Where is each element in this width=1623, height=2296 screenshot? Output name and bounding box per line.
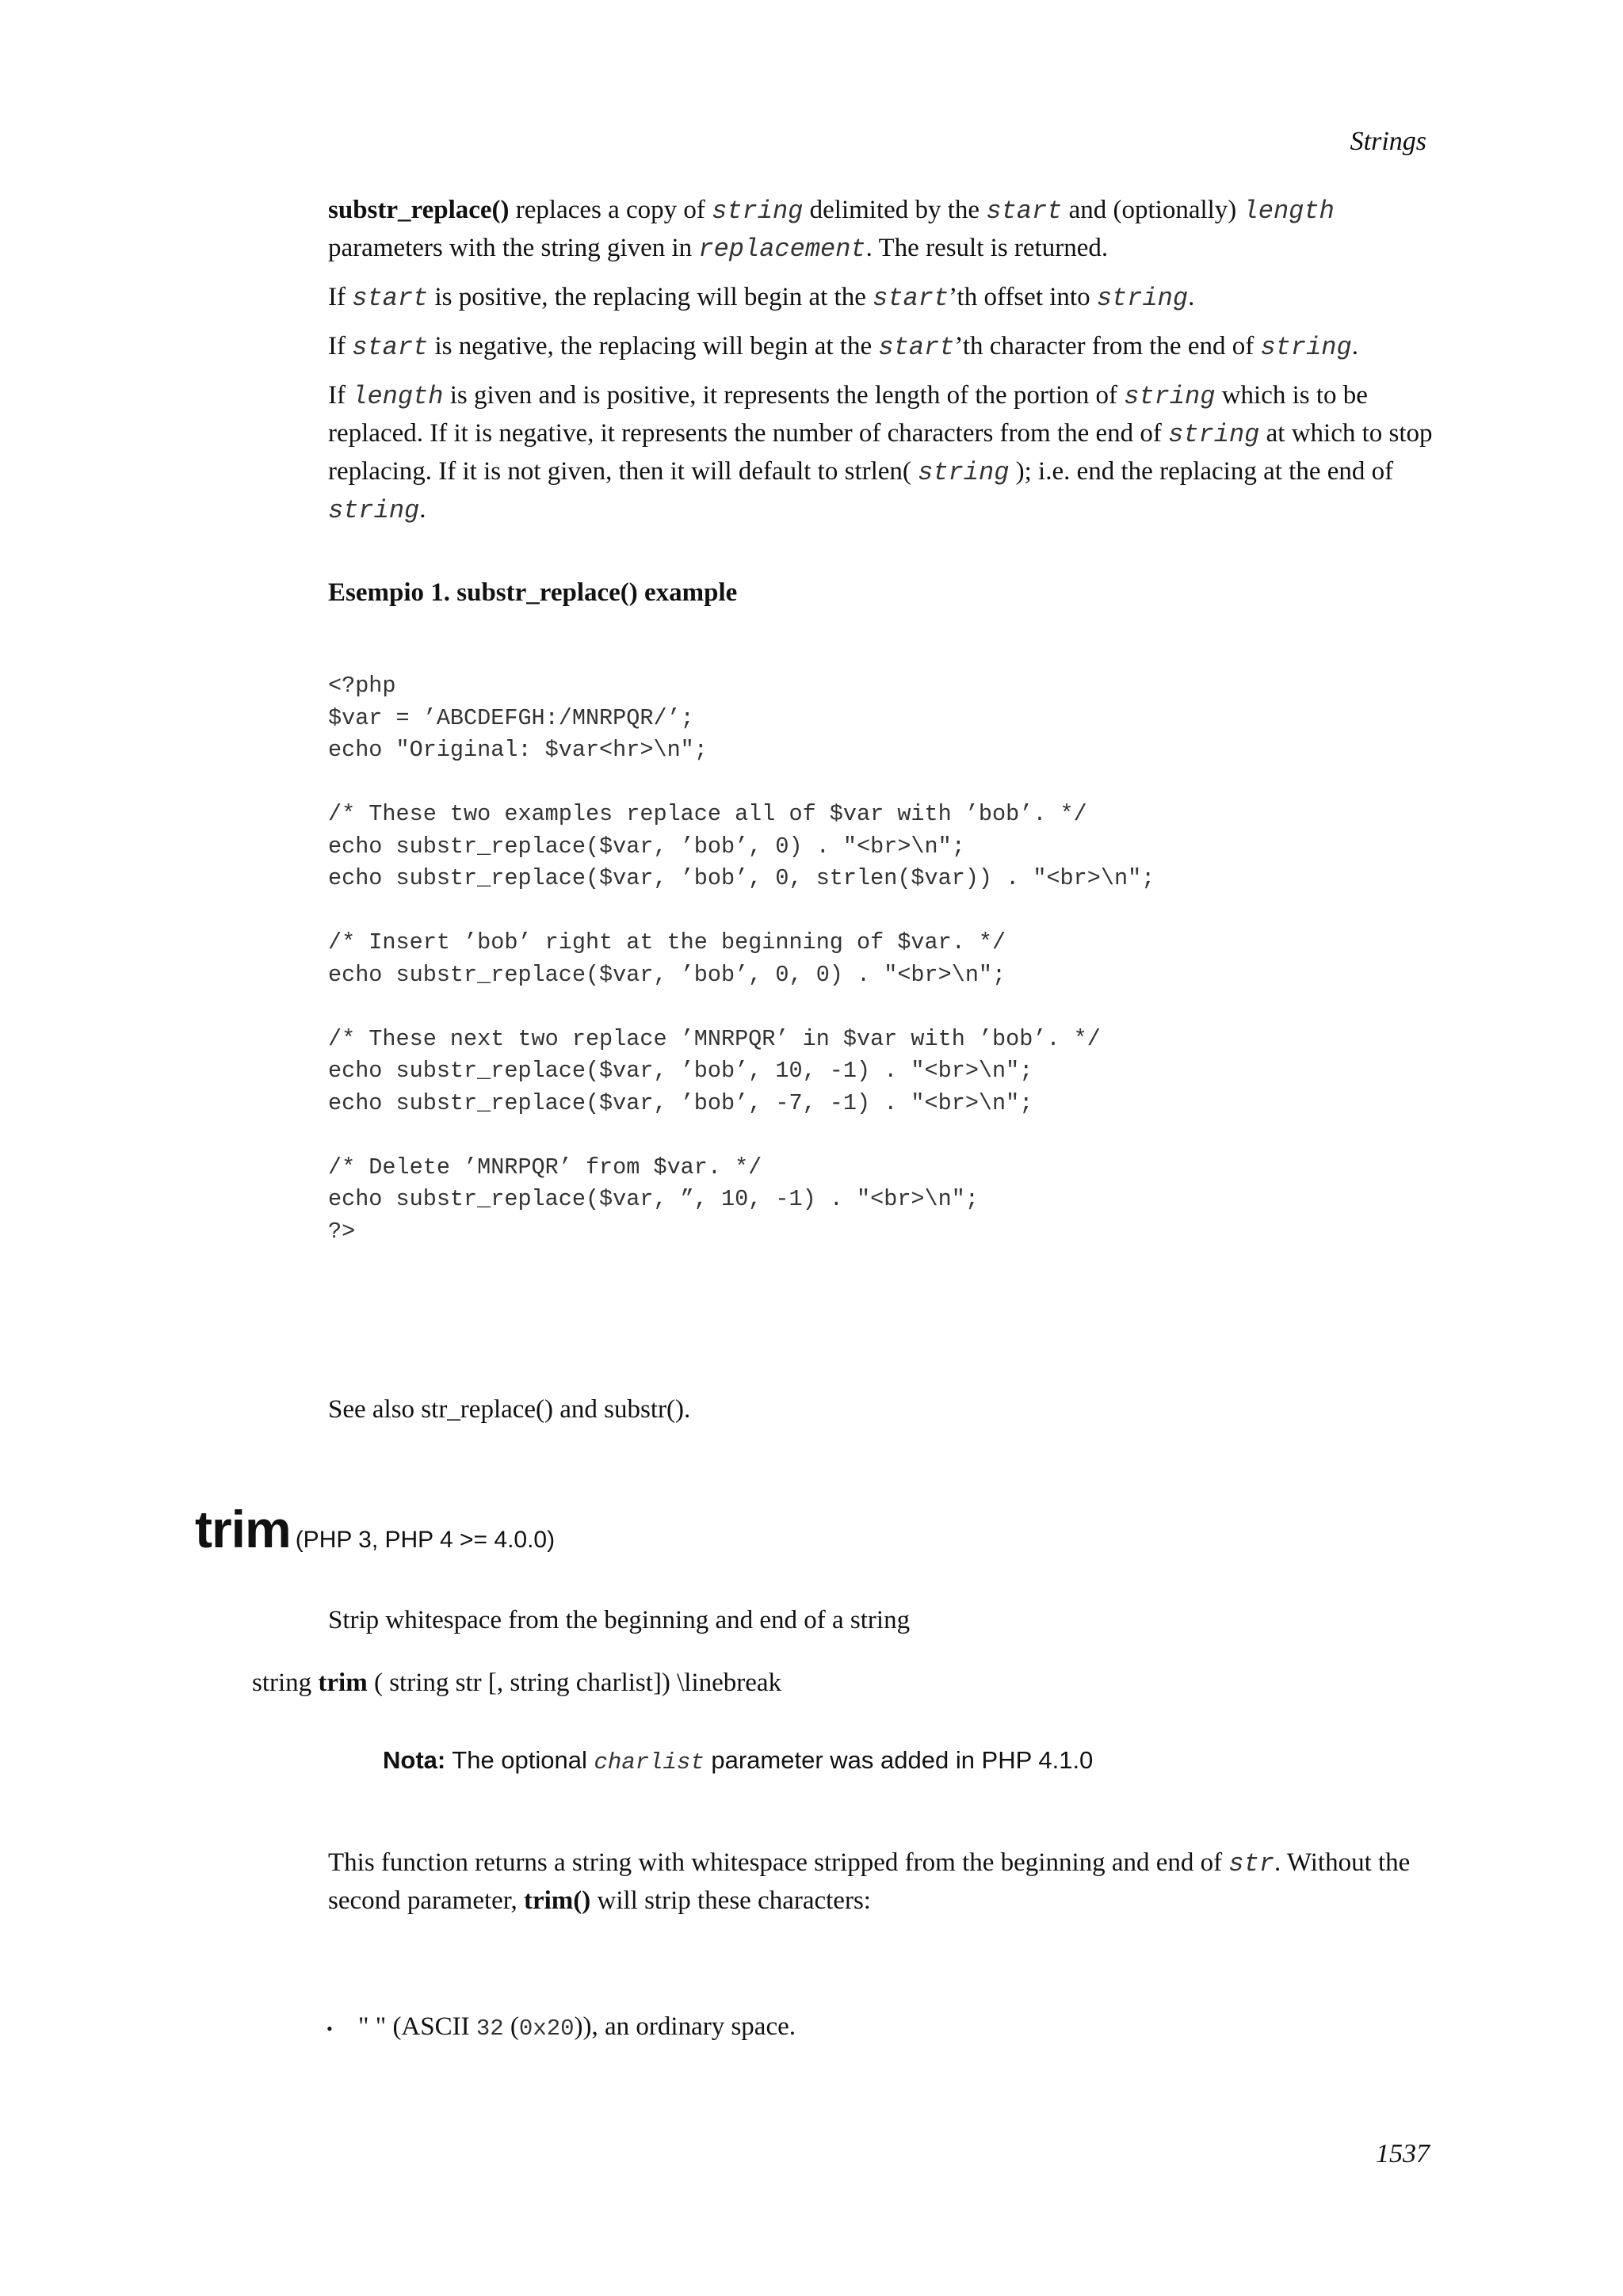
text-run: parameters with the string given in (328, 234, 699, 262)
bold-text: trim() (523, 1886, 591, 1915)
inline-code: 0x20 (518, 2016, 575, 2042)
intro-paragraph-3 (328, 328, 1438, 366)
parameter-name: string (1168, 420, 1260, 449)
see-also: See also str_replace() and substr(). (328, 1395, 691, 1424)
text-run: parameter was added in PHP 4.1.0 (704, 1746, 1094, 1774)
text-run: delimited by the (803, 196, 987, 224)
text-run: ( (503, 2012, 519, 2041)
parameter-name: start (878, 333, 955, 362)
text-run: ’th character from the end of (954, 332, 1261, 360)
text-run: This function returns a string with whitespace stripped from the beginning and end of (328, 1848, 1229, 1877)
parameter-name: string (1260, 333, 1352, 362)
text-run: The optional (445, 1746, 594, 1774)
text-run: If (328, 283, 353, 311)
text-run: ); i.e. end the replacing at the end of (1009, 457, 1394, 486)
running-header: Strings (1350, 127, 1426, 156)
function-description (328, 1844, 1438, 1919)
text-run: at which to stop replacing. If it is not given, then it will default to strlen( (328, 419, 1433, 486)
text-run: replaces a copy of (509, 196, 712, 224)
parameter-name: start (352, 284, 429, 313)
text-run: will strip these characters: (590, 1886, 871, 1915)
text-run: " " (ASCII (358, 2012, 476, 2041)
parameter-name: string (918, 458, 1010, 487)
text-run: which is to be replaced. If it is negative, it represents the number of characters from the end of (328, 381, 1368, 448)
code-example: <?php $var = ’ABCDEFGH:/MNRPQR/’; echo "Original: $var<hr>\n"; /* These two examples replace all of $var with ’bob’. */ echo substr_replace($var, ’bob’, 0) . "<br>\n"; echo substr_replace($var, ’bob’, 0, strlen($var)) . "<br>\n"; /* Insert ’bob’ right at the beginning of $var. */ echo substr_replace($var, ’bob’, 0, 0) . "<br>\n"; /* These next two replace ’MNRPQR’ in $var with ’bob’. */ echo substr_replace($var, ’bob’, 10, -1) . "<br>\n"; echo substr_replace($var, ’bob’, -7, -1) . "<br>\n"; /* Delete ’MNRPQR’ from $var. */ echo substr_replace($var, ”, 10, -1) . "<br>\n"; ?> (328, 673, 1155, 1245)
text-run: If (328, 381, 353, 410)
intro-paragraph-1 (328, 192, 1438, 268)
bold-text: Nota: (383, 1746, 446, 1774)
function-name: trim (195, 1500, 291, 1558)
text-run: . (419, 495, 426, 524)
note (383, 1746, 1093, 1775)
text-run: is positive, the replacing will begin at the (428, 283, 873, 311)
function-synopsis (252, 1669, 781, 1698)
text-run: )), an ordinary space. (574, 2012, 796, 2041)
inline-code: 32 (475, 2016, 504, 2042)
parameter-name: string (1124, 382, 1216, 411)
text-run: . The result is returned. (865, 234, 1109, 262)
parameter-name: length (352, 382, 444, 411)
bullet-marker: • (327, 2019, 333, 2039)
text-run: string (252, 1669, 319, 1697)
function-heading (195, 1499, 555, 1559)
parameter-name: start (986, 196, 1063, 226)
text-run: is given and is positive, it represents the length of the portion of (443, 381, 1125, 410)
function-purpose: Strip whitespace from the beginning and end of a string (328, 1606, 911, 1634)
parameter-name: string (328, 496, 420, 525)
bold-text: trim (318, 1669, 368, 1697)
parameter-name: start (873, 284, 949, 313)
bold-text: substr_replace() (328, 196, 510, 224)
function-version: (PHP 3, PHP 4 >= 4.0.0) (295, 1527, 556, 1553)
text-run: If (328, 332, 353, 360)
text-run: ’th offset into (949, 283, 1097, 311)
intro-paragraph-4 (328, 377, 1438, 529)
text-run: . (1188, 283, 1195, 311)
parameter-name: replacement (698, 235, 866, 264)
intro-paragraph-2 (328, 279, 1438, 317)
parameter-name: start (352, 333, 429, 362)
parameter-name: length (1243, 196, 1335, 226)
parameter-name: string (712, 196, 804, 226)
text-run: ( string str [, string charlist]) \linebreak (367, 1669, 782, 1697)
text-run: . Without the second parameter, (328, 1848, 1411, 1915)
page-number: 1537 (1376, 2139, 1430, 2168)
parameter-name: string (1096, 284, 1189, 313)
parameter-name: charlist (594, 1749, 705, 1775)
text-run: is negative, the replacing will begin at the (428, 332, 879, 360)
parameter-name: str (1228, 1849, 1275, 1878)
list-item (358, 2012, 796, 2042)
text-run: . (1351, 332, 1358, 360)
example-title: Esempio 1. substr_replace() example (328, 578, 738, 607)
text-run: and (optionally) (1062, 196, 1243, 224)
